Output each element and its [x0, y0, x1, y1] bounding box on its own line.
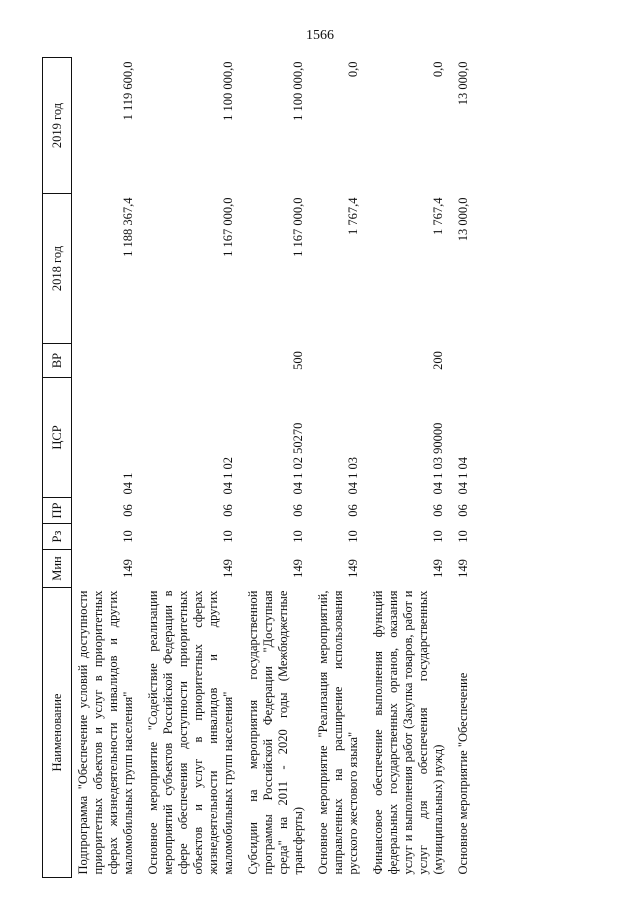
row-2019: 0,0 [346, 61, 360, 78]
header-name: Наименование [43, 588, 72, 878]
row-rz: 10 [346, 530, 360, 543]
row-name: Основное мероприятие "Содействие реализации мероприятий субъектов Российской Федерации в сфере обеспечения доступности приоритетных объектов и услуг в приоритетных сферах жизнедеятельности инвалидов и других маломобильных групп населения" [146, 590, 235, 875]
row-2018: 1 767,4 [431, 197, 445, 235]
row-vr [142, 344, 242, 378]
row-name: Финансовое обеспечение выполнения функций федеральных государственных органов, оказания услуг и выполнения работ (Закупка товаров, работ и услуг для обеспечения государственных (муниципальных) нужд) [371, 590, 445, 875]
row-csr: 04 1 03 90000 [431, 422, 445, 495]
row-2018: 1 167 000,0 [221, 197, 235, 257]
row-min: 149 [431, 559, 445, 578]
row-vr: 500 [291, 351, 305, 370]
row-min: 149 [221, 559, 235, 578]
row-vr [312, 344, 367, 378]
row-pr: 06 [346, 504, 360, 517]
row-csr: 04 1 02 50270 [291, 422, 305, 495]
row-csr: 04 1 02 [221, 457, 235, 495]
table-row [452, 58, 477, 878]
table-row [312, 58, 367, 878]
row-pr: 06 [456, 504, 470, 517]
row-name: Субсидии на мероприятия государственной программы Российской Федерации "Доступная среда" на 2011 - 2020 годы (Межбюджетные трансферты) [246, 590, 305, 875]
row-name: Основное мероприятие "Реализация мероприятий, направленных на расширение использования русского жестового языка" [316, 590, 360, 875]
row-rz: 10 [121, 530, 135, 543]
budget-table [42, 57, 477, 878]
header-vr: ВР [43, 344, 72, 378]
rotated-table-container [42, 58, 592, 878]
row-rz: 10 [431, 530, 445, 543]
row-min: 149 [291, 559, 305, 578]
row-pr: 06 [291, 504, 305, 517]
header-rz: Рз [43, 524, 72, 550]
row-csr: 04 1 [121, 472, 135, 495]
row-2019: 0,0 [431, 61, 445, 78]
table-row [142, 58, 242, 878]
row-pr: 06 [431, 504, 445, 517]
header-min: Мин [43, 550, 72, 588]
row-csr: 04 1 04 [456, 457, 470, 495]
row-vr [72, 344, 143, 378]
row-2018: 1 767,4 [346, 197, 360, 235]
row-2018: 1 188 367,4 [121, 197, 135, 257]
row-2018: 1 167 000,0 [291, 197, 305, 257]
row-name: Основное мероприятие "Обеспечение [456, 672, 470, 875]
row-rz: 10 [291, 530, 305, 543]
header-row [43, 58, 72, 878]
header-2018: 2018 год [43, 194, 72, 344]
header-csr: ЦСР [43, 378, 72, 498]
table-row [242, 58, 312, 878]
row-min: 149 [121, 559, 135, 578]
row-min: 149 [346, 559, 360, 578]
row-rz: 10 [221, 530, 235, 543]
row-2019: 1 119 600,0 [121, 61, 135, 121]
row-2019: 13 000,0 [456, 61, 470, 106]
table-row [72, 58, 143, 878]
table-row [367, 58, 452, 878]
row-pr: 06 [221, 504, 235, 517]
row-rz: 10 [456, 530, 470, 543]
row-csr: 04 1 03 [346, 457, 360, 495]
row-vr [452, 344, 477, 378]
header-2019: 2019 год [43, 58, 72, 194]
header-pr: ПР [43, 498, 72, 524]
row-2018: 13 000,0 [456, 197, 470, 242]
row-2019: 1 100 000,0 [291, 61, 305, 121]
row-name: Подпрограмма "Обеспечение условий доступности приоритетных объектов и услуг в приоритетных сферах жизнедеятельности инвалидов и других маломобильных групп населения" [76, 590, 135, 875]
page-number: 1566 [306, 28, 334, 43]
row-2019: 1 100 000,0 [221, 61, 235, 121]
row-vr: 200 [431, 351, 445, 370]
row-pr: 06 [121, 504, 135, 517]
row-min: 149 [456, 559, 470, 578]
